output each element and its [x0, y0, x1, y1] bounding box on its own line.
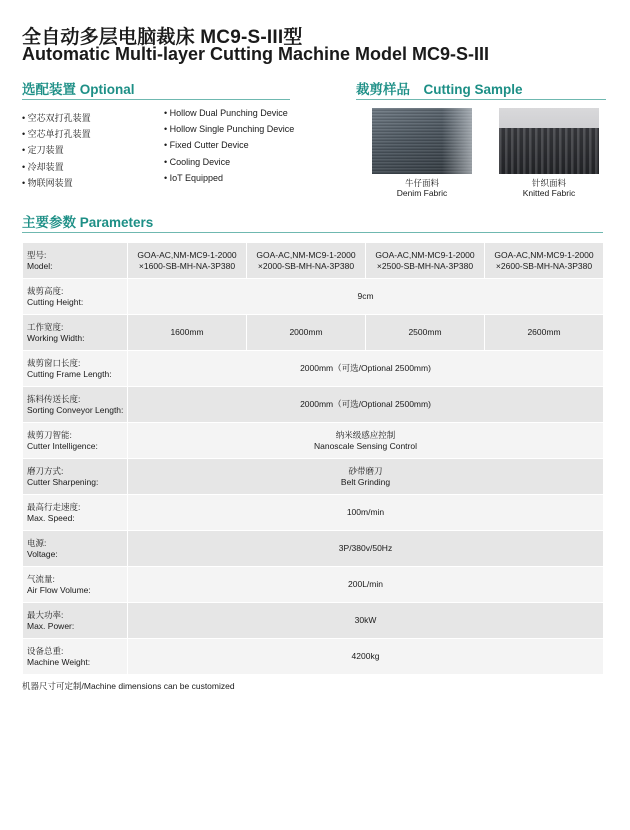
table-row [23, 243, 604, 279]
value-cn: 纳米级感应控制 [335, 429, 396, 440]
row-value: 1600mm [128, 315, 247, 351]
value-cn: 砂带磨刀 [348, 465, 383, 476]
table-row [23, 495, 604, 531]
row-value: 9cm [128, 279, 604, 315]
row-label [23, 423, 128, 459]
label-en: Machine Weight: [27, 656, 91, 667]
value-en: Nanoscale Sensing Control [313, 440, 417, 451]
table-row [23, 531, 604, 567]
row-value [128, 459, 604, 495]
list-item: • IoT Equipped [164, 170, 294, 186]
table-row [23, 567, 604, 603]
sample-denim [367, 108, 477, 198]
list-item: • 物联网装置 [22, 175, 91, 191]
optional-divider [22, 99, 290, 100]
parameters-table [22, 242, 604, 675]
page-title-cn: 全自动多层电脑裁床 MC9-S-III型 [22, 27, 303, 48]
model-line: ×2600-SB-MH-NA-3P380 [495, 260, 593, 271]
label-cn: 裁剪刀智能: [27, 429, 72, 440]
row-label [23, 351, 128, 387]
label-cn: 气流量: [27, 573, 55, 584]
row-value: 30kW [128, 603, 604, 639]
table-row [23, 351, 604, 387]
label-en: Air Flow Volume: [27, 584, 91, 595]
table-row [23, 459, 604, 495]
model-line: GOA-AC,NM-MC9-1-2000 [375, 249, 475, 260]
model-cell [247, 243, 366, 279]
table-row [23, 639, 604, 675]
row-value: 100m/min [128, 495, 604, 531]
row-label [23, 459, 128, 495]
label-en: Model: [27, 260, 53, 271]
samples-divider [356, 99, 606, 100]
row-label [23, 495, 128, 531]
model-line: GOA-AC,NM-MC9-1-2000 [494, 249, 594, 260]
label-cn: 型号: [27, 249, 47, 260]
params-divider [22, 232, 603, 233]
model-line: ×2000-SB-MH-NA-3P380 [257, 260, 355, 271]
optional-heading: 选配装置 Optional [22, 82, 135, 97]
row-label [23, 567, 128, 603]
row-value: 2500mm [366, 315, 485, 351]
label-cn: 拣料传送长度: [27, 393, 81, 404]
list-item: • 定刀装置 [22, 142, 91, 158]
value-en: Belt Grinding [340, 476, 391, 487]
label-en: Max. Power: [27, 620, 75, 631]
optional-list-cn [22, 110, 91, 191]
model-line: GOA-AC,NM-MC9-1-2000 [137, 249, 237, 260]
row-label [23, 315, 128, 351]
table-row [23, 315, 604, 351]
label-cn: 磨刀方式: [27, 465, 64, 476]
row-value [128, 423, 604, 459]
row-value: 3P/380v/50Hz [128, 531, 604, 567]
denim-fabric-photo [372, 108, 472, 174]
list-item: • 空芯单打孔装置 [22, 126, 91, 142]
sample-caption-en: Knitted Fabric [522, 188, 576, 198]
row-label [23, 243, 128, 279]
model-cell [366, 243, 485, 279]
table-row [23, 423, 604, 459]
label-cn: 裁剪窗口长度: [27, 357, 81, 368]
label-cn: 电源: [27, 537, 47, 548]
table-row [23, 387, 604, 423]
label-en: Cutting Height: [27, 296, 84, 307]
params-heading: 主要参数 Parameters [22, 215, 154, 230]
table-row [23, 603, 604, 639]
table-row [23, 279, 604, 315]
list-item: • Cooling Device [164, 154, 294, 170]
row-value: 2600mm [485, 315, 604, 351]
footnote: 机器尺寸可定制/Machine dimensions can be customized [22, 681, 235, 691]
list-item: • Hollow Dual Punching Device [164, 105, 294, 121]
knitted-fabric-photo [499, 108, 599, 174]
optional-list-en [164, 105, 294, 186]
sample-knit [494, 108, 604, 198]
sample-caption-cn: 针织面料 [531, 178, 566, 188]
samples-heading: 裁剪样品 Cutting Sample [356, 82, 523, 97]
label-en: Cutting Frame Length: [27, 368, 112, 379]
row-label [23, 603, 128, 639]
label-cn: 最大功率: [27, 609, 64, 620]
list-item: • 冷却装置 [22, 159, 91, 175]
list-item: • Hollow Single Punching Device [164, 121, 294, 137]
row-label [23, 639, 128, 675]
list-item: • Fixed Cutter Device [164, 137, 294, 153]
label-en: Max. Speed: [27, 512, 75, 523]
label-en: Sorting Conveyor Length: [27, 404, 124, 415]
row-value: 4200kg [128, 639, 604, 675]
page-title-en: Automatic Multi-layer Cutting Machine Model MC9-S-III [22, 44, 490, 64]
label-en: Voltage: [27, 548, 58, 559]
sample-caption-en: Denim Fabric [396, 188, 448, 198]
row-label [23, 531, 128, 567]
label-cn: 设备总重: [27, 645, 64, 656]
label-en: Cutter Sharpening: [27, 476, 99, 487]
label-cn: 工作宽度: [27, 321, 64, 332]
model-line: ×2500-SB-MH-NA-3P380 [376, 260, 474, 271]
label-cn: 最高行走速度: [27, 501, 81, 512]
label-en: Working Width: [27, 332, 85, 343]
model-cell [485, 243, 604, 279]
list-item: • 空芯双打孔装置 [22, 110, 91, 126]
model-line: GOA-AC,NM-MC9-1-2000 [256, 249, 356, 260]
row-value: 2000mm（可选/Optional 2500mm) [128, 387, 604, 423]
row-value: 2000mm（可选/Optional 2500mm) [128, 351, 604, 387]
model-cell [128, 243, 247, 279]
label-en: Cutter Intelligence: [27, 440, 98, 451]
model-line: ×1600-SB-MH-NA-3P380 [138, 260, 236, 271]
row-value: 200L/min [128, 567, 604, 603]
row-label [23, 279, 128, 315]
sample-caption-cn: 牛仔面料 [404, 178, 439, 188]
row-value: 2000mm [247, 315, 366, 351]
label-cn: 裁剪高度: [27, 285, 64, 296]
row-label [23, 387, 128, 423]
